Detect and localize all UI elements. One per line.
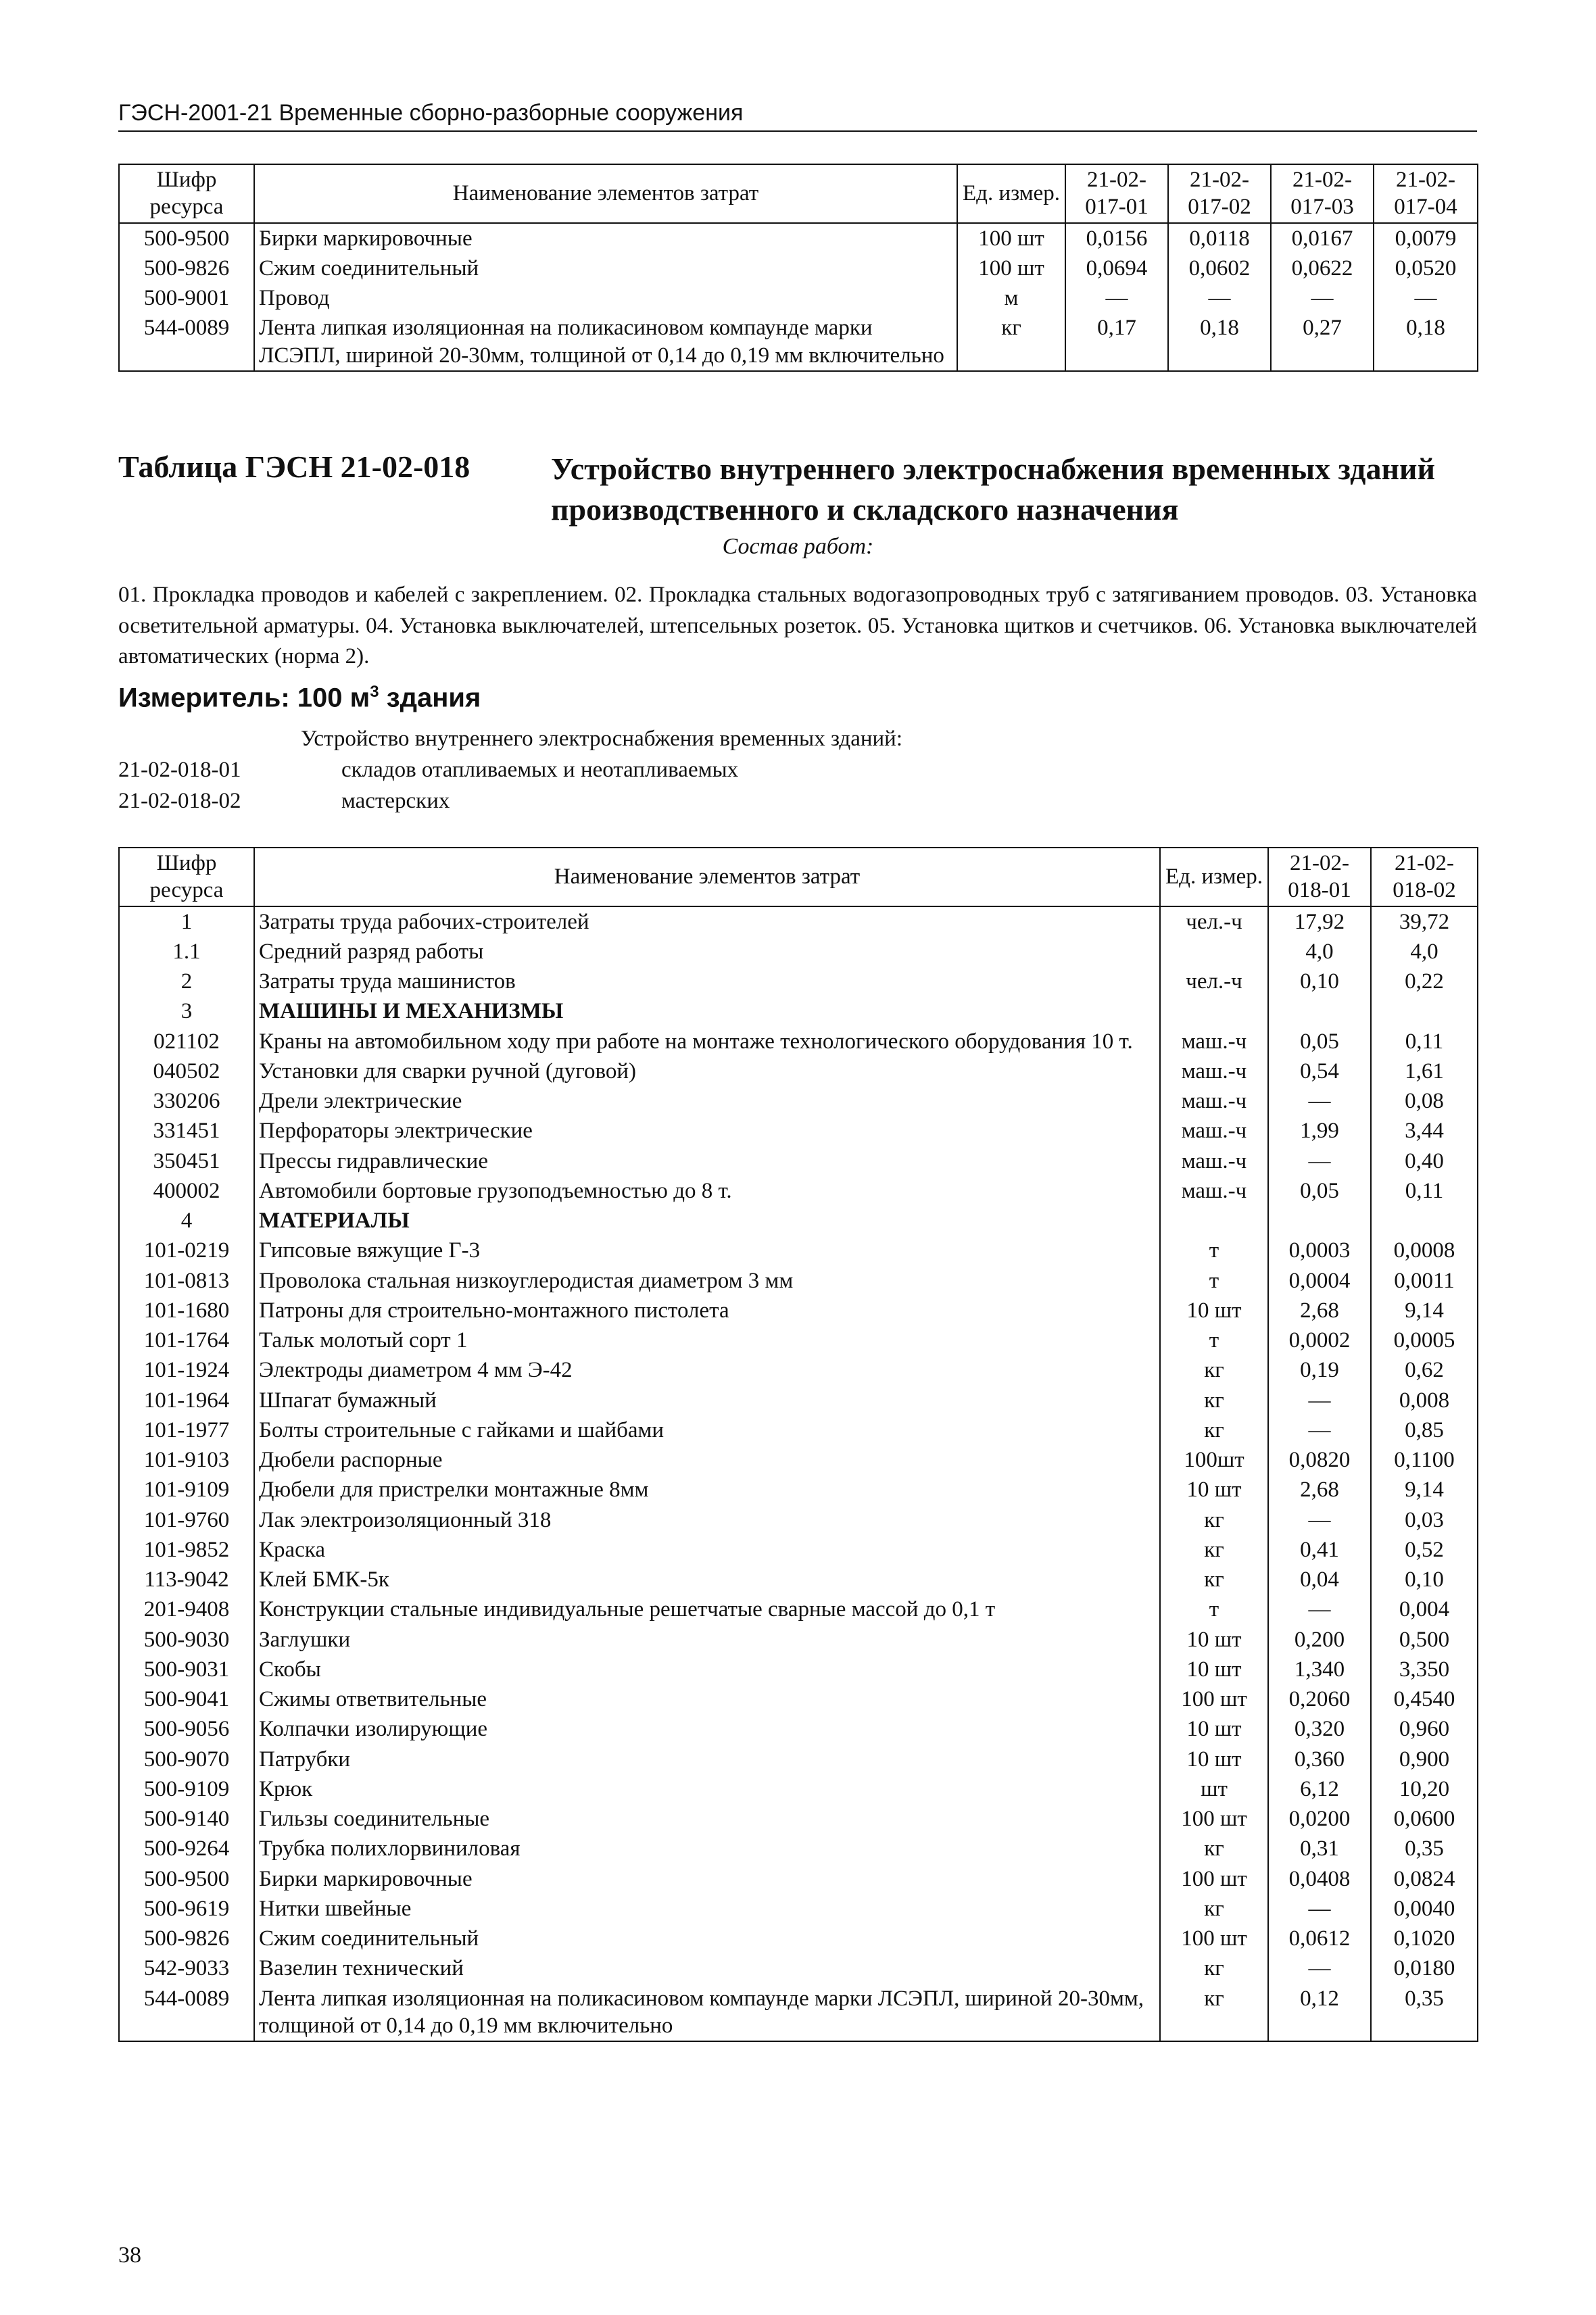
table-row — [119, 1535, 1478, 1565]
table-row — [119, 1296, 1478, 1325]
cell-unit: 100 шт — [1160, 1804, 1268, 1834]
cell-code: 500-9140 — [119, 1804, 254, 1834]
cell-value-2: 0,0180 — [1371, 1953, 1478, 1983]
cell-name: Заглушки — [254, 1625, 1160, 1655]
measurement-unit — [118, 683, 481, 713]
table-row — [119, 1325, 1478, 1355]
table-row — [119, 1415, 1478, 1445]
cell-unit: маш.-ч — [1160, 1116, 1268, 1146]
cell-unit: маш.-ч — [1160, 1086, 1268, 1116]
cell-value-1: 1,99 — [1268, 1116, 1371, 1146]
cell-name: Нитки швейные — [254, 1894, 1160, 1924]
table-row — [119, 1176, 1478, 1206]
cell-name: Средний разряд работы — [254, 937, 1160, 967]
table-row — [119, 1505, 1478, 1535]
cell-code: 113-9042 — [119, 1565, 254, 1594]
cell-code: 544-0089 — [119, 1984, 254, 2042]
cell-name: Конструкции стальные индивидуальные решетчатые сварные массой до 0,1 т — [254, 1594, 1160, 1624]
table-header-row — [119, 848, 1478, 906]
table-row — [119, 1236, 1478, 1265]
variant-code: 21-02-018-02 — [118, 789, 241, 814]
cell-value-2: 0,1100 — [1371, 1445, 1478, 1475]
cell-name: Краска — [254, 1535, 1160, 1565]
table-body — [119, 906, 1478, 2042]
variant-text: складов отапливаемых и неотапливаемых — [341, 758, 739, 783]
cell-name: Дрели электрические — [254, 1086, 1160, 1116]
cell-code: 101-9109 — [119, 1475, 254, 1505]
cell-code: 201-9408 — [119, 1594, 254, 1624]
cell-unit: кг — [1160, 1505, 1268, 1535]
cell-value-2: 0,35 — [1371, 1984, 1478, 2042]
table-header-row — [119, 164, 1478, 223]
cell-value-1: — — [1268, 1086, 1371, 1116]
cell-value-1: — — [1268, 1953, 1371, 1983]
table-row — [119, 1804, 1478, 1834]
cell-name: Гильзы соединительные — [254, 1804, 1160, 1834]
cell-value-2: 0,10 — [1371, 1565, 1478, 1594]
cell-value-1: 0,54 — [1268, 1056, 1371, 1086]
cell-code: 500-9619 — [119, 1894, 254, 1924]
cell-unit: 100 шт — [957, 253, 1065, 283]
cell-value-2: 0,008 — [1371, 1386, 1478, 1415]
cell-code: 330206 — [119, 1086, 254, 1116]
header-col-2: 21-02-018-02 — [1371, 848, 1478, 906]
cell-value-1: 6,12 — [1268, 1774, 1371, 1804]
header-unit: Ед. измер. — [957, 164, 1065, 223]
cell-value-3: 0,27 — [1271, 313, 1374, 371]
cell-value-2: 0,03 — [1371, 1505, 1478, 1535]
cell-name: Патрубки — [254, 1745, 1160, 1774]
cell-value-2: 0,1020 — [1371, 1924, 1478, 1953]
header-code: Шифр ресурса — [119, 164, 254, 223]
cell-name: Сжимы ответвительные — [254, 1684, 1160, 1714]
cell-code: 500-9031 — [119, 1655, 254, 1684]
cell-code: 101-0813 — [119, 1266, 254, 1296]
cell-unit: 10 шт — [1160, 1745, 1268, 1774]
cell-name: Гипсовые вяжущие Г-3 — [254, 1236, 1160, 1265]
table-row — [119, 1355, 1478, 1385]
cell-value-1: 0,0003 — [1268, 1236, 1371, 1265]
cell-name: Перфораторы электрические — [254, 1116, 1160, 1146]
cell-name: Бирки маркировочные — [254, 1864, 1160, 1894]
cell-name: МАШИНЫ И МЕХАНИЗМЫ — [254, 996, 1160, 1026]
cell-value-2: 10,20 — [1371, 1774, 1478, 1804]
cell-name: Патроны для строительно-монтажного пистолета — [254, 1296, 1160, 1325]
cell-value-2 — [1371, 1206, 1478, 1236]
header-col-1: 21-02-017-01 — [1065, 164, 1168, 223]
section-row — [119, 996, 1478, 1026]
meter-prefix: Измеритель: 100 м — [118, 683, 370, 713]
cell-name: Автомобили бортовые грузоподъемностью до 8 т. — [254, 1176, 1160, 1206]
cell-name: Крюк — [254, 1774, 1160, 1804]
cell-code: 101-1964 — [119, 1386, 254, 1415]
cell-unit: 10 шт — [1160, 1625, 1268, 1655]
cell-value-2: 0,0008 — [1371, 1236, 1478, 1265]
cell-value-2: 0,004 — [1371, 1594, 1478, 1624]
header-name: Наименование элементов затрат — [254, 164, 957, 223]
cell-code: 021102 — [119, 1027, 254, 1056]
cell-name: Дюбели для пристрелки монтажные 8мм — [254, 1475, 1160, 1505]
cell-value-1: 0,0612 — [1268, 1924, 1371, 1953]
variant-text: мастерских — [341, 789, 450, 814]
cell-value-1: — — [1268, 1386, 1371, 1415]
cell-unit — [1160, 1206, 1268, 1236]
cell-value-2: 0,0040 — [1371, 1894, 1478, 1924]
cell-value-1: — — [1268, 1415, 1371, 1445]
norm-variants — [118, 723, 1477, 817]
meter-suffix: здания — [379, 683, 481, 713]
cell-name: Шпагат бумажный — [254, 1386, 1160, 1415]
cell-unit: кг — [1160, 1535, 1268, 1565]
table-row — [119, 1953, 1478, 1983]
cell-code: 331451 — [119, 1116, 254, 1146]
table-row — [119, 1684, 1478, 1714]
cell-unit: маш.-ч — [1160, 1027, 1268, 1056]
cell-unit: кг — [1160, 1565, 1268, 1594]
cell-name: Прессы гидравлические — [254, 1146, 1160, 1176]
cell-value-2: 0,08 — [1371, 1086, 1478, 1116]
cell-value-1 — [1268, 1206, 1371, 1236]
cell-name: Дюбели распорные — [254, 1445, 1160, 1475]
cell-value-2: — — [1168, 283, 1271, 313]
cell-code: 500-9826 — [119, 253, 254, 283]
cell-value-2: 0,0118 — [1168, 223, 1271, 253]
cell-code: 544-0089 — [119, 313, 254, 371]
table-row — [119, 1086, 1478, 1116]
section-row — [119, 1206, 1478, 1236]
table-row — [119, 1924, 1478, 1953]
cell-name: Затраты труда рабочих-строителей — [254, 906, 1160, 937]
cell-name: МАТЕРИАЛЫ — [254, 1206, 1160, 1236]
cell-value-3: — — [1271, 283, 1374, 313]
cell-value-1: 0,05 — [1268, 1027, 1371, 1056]
cell-code: 3 — [119, 996, 254, 1026]
cell-unit: 10 шт — [1160, 1655, 1268, 1684]
resource-table-017 — [118, 164, 1478, 372]
header-col-3: 21-02-017-03 — [1271, 164, 1374, 223]
table-body — [119, 223, 1478, 371]
cell-unit: 100 шт — [1160, 1924, 1268, 1953]
cell-unit: чел.-ч — [1160, 906, 1268, 937]
cell-value-2: 0,62 — [1371, 1355, 1478, 1385]
resource-table-018 — [118, 847, 1478, 2042]
cell-value-4: — — [1374, 283, 1478, 313]
table-row — [119, 1386, 1478, 1415]
cell-name: Колпачки изолирующие — [254, 1714, 1160, 1744]
cell-unit: 100шт — [1160, 1445, 1268, 1475]
variant-code: 21-02-018-01 — [118, 758, 241, 783]
cell-code: 040502 — [119, 1056, 254, 1086]
table-row — [119, 313, 1478, 371]
header-name: Наименование элементов затрат — [254, 848, 1160, 906]
cell-name: Трубка полихлорвиниловая — [254, 1834, 1160, 1863]
cell-code: 500-9070 — [119, 1745, 254, 1774]
cell-code: 101-9103 — [119, 1445, 254, 1475]
cell-value-2: 0,500 — [1371, 1625, 1478, 1655]
cell-code: 101-1764 — [119, 1325, 254, 1355]
cell-unit: т — [1160, 1594, 1268, 1624]
cell-code: 400002 — [119, 1176, 254, 1206]
cell-code: 101-9852 — [119, 1535, 254, 1565]
cell-value-2: 0,960 — [1371, 1714, 1478, 1744]
cell-value-2: 0,0602 — [1168, 253, 1271, 283]
table-row — [119, 1655, 1478, 1684]
header-unit: Ед. измер. — [1160, 848, 1268, 906]
cell-value-2: 0,52 — [1371, 1535, 1478, 1565]
cell-value-1: — — [1268, 1505, 1371, 1535]
cell-name: Проволока стальная низкоуглеродистая диаметром 3 мм — [254, 1266, 1160, 1296]
cell-value-2: 9,14 — [1371, 1475, 1478, 1505]
cell-value-1: 0,17 — [1065, 313, 1168, 371]
cell-value-2: 4,0 — [1371, 937, 1478, 967]
cell-value-2 — [1371, 996, 1478, 1026]
cell-code: 101-1680 — [119, 1296, 254, 1325]
cell-value-1: 0,04 — [1268, 1565, 1371, 1594]
cell-code: 542-9033 — [119, 1953, 254, 1983]
cell-value-3: 0,0167 — [1271, 223, 1374, 253]
cell-value-1: 4,0 — [1268, 937, 1371, 967]
cell-value-1: — — [1268, 1594, 1371, 1624]
cell-value-1: 0,0004 — [1268, 1266, 1371, 1296]
cell-value-1: — — [1268, 1894, 1371, 1924]
cell-unit: кг — [1160, 1415, 1268, 1445]
cell-value-1: 0,360 — [1268, 1745, 1371, 1774]
cell-value-1: 0,0002 — [1268, 1325, 1371, 1355]
table-row — [119, 937, 1478, 967]
table-row — [119, 1834, 1478, 1863]
cell-value-2: 0,0600 — [1371, 1804, 1478, 1834]
cell-value-1: 0,0408 — [1268, 1864, 1371, 1894]
cell-code: 500-9109 — [119, 1774, 254, 1804]
cell-value-1: 0,0694 — [1065, 253, 1168, 283]
cell-name: Электроды диаметром 4 мм Э-42 — [254, 1355, 1160, 1385]
table-row — [119, 967, 1478, 996]
cell-value-2: 3,44 — [1371, 1116, 1478, 1146]
cell-unit: т — [1160, 1325, 1268, 1355]
cell-unit: чел.-ч — [1160, 967, 1268, 996]
cell-value-1: 0,12 — [1268, 1984, 1371, 2042]
cell-name: Краны на автомобильном ходу при работе на монтаже технологического оборудования 10 т. — [254, 1027, 1160, 1056]
header-col-2: 21-02-017-02 — [1168, 164, 1271, 223]
cell-name: Тальк молотый сорт 1 — [254, 1325, 1160, 1355]
table-row — [119, 1475, 1478, 1505]
cell-value-2: 0,0005 — [1371, 1325, 1478, 1355]
cell-name: Провод — [254, 283, 957, 313]
header-code: Шифр ресурса — [119, 848, 254, 906]
cell-code: 500-9500 — [119, 1864, 254, 1894]
cell-code: 500-9264 — [119, 1834, 254, 1863]
cell-name: Скобы — [254, 1655, 1160, 1684]
table-row — [119, 1625, 1478, 1655]
cell-value-1 — [1268, 996, 1371, 1026]
table-row — [119, 1864, 1478, 1894]
table-row — [119, 1027, 1478, 1056]
cell-value-1: 2,68 — [1268, 1475, 1371, 1505]
composition-label: Состав работ: — [722, 534, 874, 559]
cell-code: 2 — [119, 967, 254, 996]
table-row — [119, 1774, 1478, 1804]
cell-name: Лак электроизоляционный 318 — [254, 1505, 1160, 1535]
cell-value-2: 9,14 — [1371, 1296, 1478, 1325]
cell-value-2: 0,11 — [1371, 1027, 1478, 1056]
table-row — [119, 283, 1478, 313]
cell-value-4: 0,18 — [1374, 313, 1478, 371]
variant-row — [118, 785, 1477, 817]
cell-unit: кг — [1160, 1953, 1268, 1983]
cell-name: Болты строительные с гайками и шайбами — [254, 1415, 1160, 1445]
page-number: 38 — [118, 2243, 141, 2268]
cell-code: 1.1 — [119, 937, 254, 967]
cell-value-3: 0,0622 — [1271, 253, 1374, 283]
cell-name: Сжим соединительный — [254, 253, 957, 283]
cell-unit: т — [1160, 1236, 1268, 1265]
cell-value-2: 0,4540 — [1371, 1684, 1478, 1714]
cell-value-1: 0,0820 — [1268, 1445, 1371, 1475]
table-row — [119, 1565, 1478, 1594]
cell-code: 500-9001 — [119, 283, 254, 313]
cell-name: Вазелин технический — [254, 1953, 1160, 1983]
cell-unit: кг — [1160, 1355, 1268, 1385]
cell-unit: 100 шт — [1160, 1684, 1268, 1714]
cell-value-1: 2,68 — [1268, 1296, 1371, 1325]
cell-name: Затраты труда машинистов — [254, 967, 1160, 996]
cell-value-2: 1,61 — [1371, 1056, 1478, 1086]
table-number: Таблица ГЭСН 21-02-018 — [118, 449, 470, 484]
cell-value-2: 0,35 — [1371, 1834, 1478, 1863]
cell-name: Бирки маркировочные — [254, 223, 957, 253]
cell-unit: м — [957, 283, 1065, 313]
cell-name: Лента липкая изоляционная на поликасиновом компаунде марки ЛСЭПЛ, шириной 20-30мм, толщиной от 0,14 до 0,19 мм включительно — [254, 313, 957, 371]
table-title: Устройство внутреннего электроснабжения временных зданий производственного и складского назначения — [551, 452, 1435, 527]
cell-unit: шт — [1160, 1774, 1268, 1804]
cell-value-2: 0,0011 — [1371, 1266, 1478, 1296]
cell-unit: кг — [1160, 1894, 1268, 1924]
composition-text: 01. Прокладка проводов и кабелей с закреплением. 02. Прокладка стальных водогазопроводных труб с затягиванием проводов. 03. Установка осветительной арматуры. 04. Установка выключателей, штепсельных розеток. 05. Установка щитков и счетчиков. 06. Установка выключателей автоматических (норма 2). — [118, 583, 1477, 669]
cell-value-4: 0,0520 — [1374, 253, 1478, 283]
header-col-4: 21-02-017-04 — [1374, 164, 1478, 223]
cell-value-1: 1,340 — [1268, 1655, 1371, 1684]
cell-code: 500-9826 — [119, 1924, 254, 1953]
cell-value-2: 0,900 — [1371, 1745, 1478, 1774]
cell-unit — [1160, 996, 1268, 1026]
cell-unit: кг — [1160, 1834, 1268, 1863]
table-row — [119, 1146, 1478, 1176]
cell-name: Установки для сварки ручной (дуговой) — [254, 1056, 1160, 1086]
cell-value-2: 3,350 — [1371, 1655, 1478, 1684]
cell-value-2: 0,22 — [1371, 967, 1478, 996]
cell-code: 1 — [119, 906, 254, 937]
cell-name: Клей БМК-5к — [254, 1565, 1160, 1594]
cell-value-1: 0,0156 — [1065, 223, 1168, 253]
cell-value-1: 0,19 — [1268, 1355, 1371, 1385]
cell-name: Сжим соединительный — [254, 1924, 1160, 1953]
variants-intro: Устройство внутреннего электроснабжения временных зданий: — [301, 727, 902, 751]
cell-unit — [1160, 937, 1268, 967]
cell-unit: кг — [957, 313, 1065, 371]
cell-unit: кг — [1160, 1984, 1268, 2042]
cell-unit: 100 шт — [957, 223, 1065, 253]
cell-name: Лента липкая изоляционная на поликасиновом компаунде марки ЛСЭПЛ, шириной 20-30мм, толщиной от 0,14 до 0,19 мм включительно — [254, 1984, 1160, 2042]
cell-code: 4 — [119, 1206, 254, 1236]
cell-value-2: 39,72 — [1371, 906, 1478, 937]
cell-unit: т — [1160, 1266, 1268, 1296]
cell-value-1: 0,2060 — [1268, 1684, 1371, 1714]
cell-value-1: 0,41 — [1268, 1535, 1371, 1565]
cell-code: 350451 — [119, 1146, 254, 1176]
cell-value-1: 0,0200 — [1268, 1804, 1371, 1834]
cell-unit: 10 шт — [1160, 1296, 1268, 1325]
table-row — [119, 906, 1478, 937]
cell-value-2: 0,85 — [1371, 1415, 1478, 1445]
cell-value-2: 0,0824 — [1371, 1864, 1478, 1894]
cell-value-1: 17,92 — [1268, 906, 1371, 937]
cell-value-4: 0,0079 — [1374, 223, 1478, 253]
cell-code: 101-0219 — [119, 1236, 254, 1265]
cell-value-1: 0,05 — [1268, 1176, 1371, 1206]
cell-code: 500-9041 — [119, 1684, 254, 1714]
cell-value-1: 0,10 — [1268, 967, 1371, 996]
cell-value-2: 0,11 — [1371, 1176, 1478, 1206]
cell-value-1: 0,31 — [1268, 1834, 1371, 1863]
running-header: ГЭСН-2001-21 Временные сборно-разборные сооружения — [118, 100, 1477, 132]
table-row — [119, 1984, 1478, 2042]
cell-value-2: 0,40 — [1371, 1146, 1478, 1176]
cell-value-1: — — [1268, 1146, 1371, 1176]
cell-code: 500-9056 — [119, 1714, 254, 1744]
cell-value-2: 0,18 — [1168, 313, 1271, 371]
cell-code: 101-9760 — [119, 1505, 254, 1535]
table-row — [119, 253, 1478, 283]
cell-code: 500-9500 — [119, 223, 254, 253]
cell-unit: маш.-ч — [1160, 1146, 1268, 1176]
cell-value-1: 0,320 — [1268, 1714, 1371, 1744]
table-row — [119, 1445, 1478, 1475]
cell-value-1: — — [1065, 283, 1168, 313]
table-row — [119, 1714, 1478, 1744]
header-col-1: 21-02-018-01 — [1268, 848, 1371, 906]
cell-code: 500-9030 — [119, 1625, 254, 1655]
table-row — [119, 1056, 1478, 1086]
cell-value-1: 0,200 — [1268, 1625, 1371, 1655]
table-row — [119, 1594, 1478, 1624]
cell-unit: кг — [1160, 1386, 1268, 1415]
table-row — [119, 223, 1478, 253]
cell-unit: 10 шт — [1160, 1714, 1268, 1744]
table-row — [119, 1116, 1478, 1146]
cell-code: 101-1977 — [119, 1415, 254, 1445]
cell-unit: маш.-ч — [1160, 1056, 1268, 1086]
cell-unit: 100 шт — [1160, 1864, 1268, 1894]
cell-code: 101-1924 — [119, 1355, 254, 1385]
cell-unit: 10 шт — [1160, 1475, 1268, 1505]
table-row — [119, 1894, 1478, 1924]
variant-row — [118, 754, 1477, 785]
cell-unit: маш.-ч — [1160, 1176, 1268, 1206]
table-row — [119, 1745, 1478, 1774]
meter-sup: 3 — [370, 683, 379, 701]
table-row — [119, 1266, 1478, 1296]
